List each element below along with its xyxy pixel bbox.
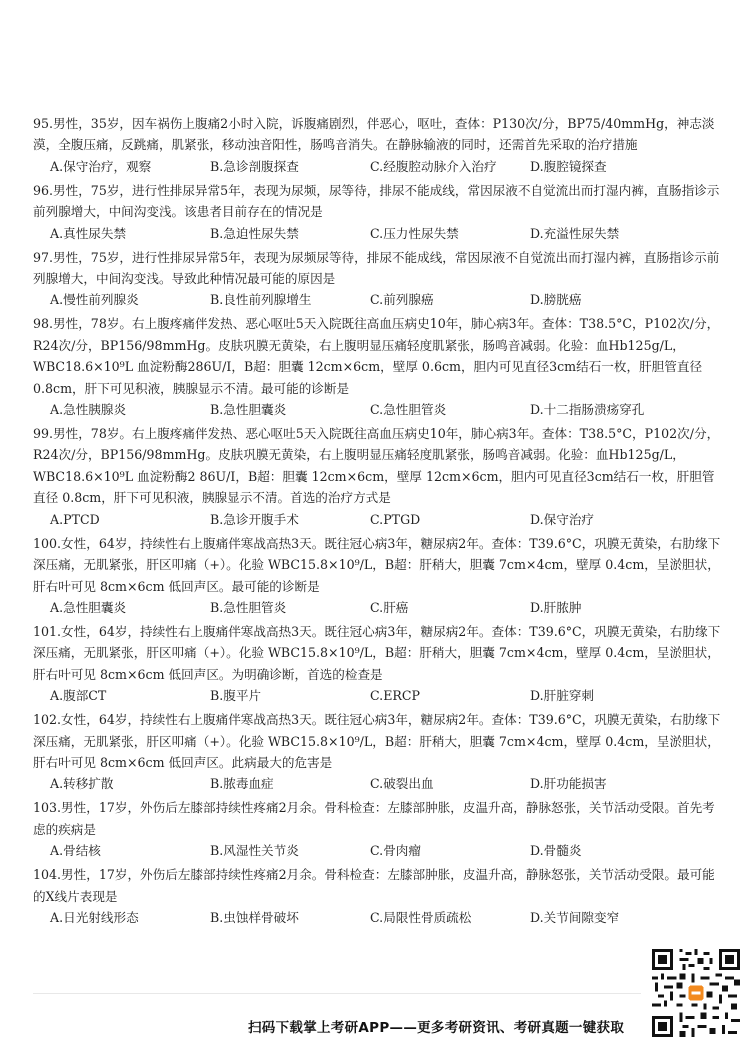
option-c: C.前列腺癌 (370, 292, 434, 308)
question-95 (33, 113, 723, 178)
option-d: D.关节间隙变窄 (530, 909, 620, 925)
question-stem: 97.男性，75岁，进行性排尿异常5年，表现为尿频尿等待，排尿不能成线，常因尿液不自觉流出而打湿内裤，直肠指诊示前列腺增大，中间沟变浅。导致此种情况最可能的原因是 (33, 249, 720, 287)
question-98 (33, 313, 723, 421)
option-c: C.骨肉瘤 (370, 843, 421, 859)
option-row (33, 773, 723, 795)
question-96 (33, 180, 723, 245)
question-102 (33, 709, 723, 795)
option-row (33, 840, 723, 862)
option-a: A.PTCD (50, 511, 100, 527)
option-a: A.保守治疗，观察 (50, 158, 152, 174)
option-d: D.肝脓肿 (530, 599, 582, 615)
footer-promo-text: 扫码下载掌上考研APP——更多考研资讯、考研真题一键获取 (248, 1020, 625, 1036)
option-row (33, 685, 723, 707)
option-d: D.十二指肠溃疡穿孔 (530, 402, 645, 418)
option-d: D.膀胱癌 (530, 292, 582, 308)
option-d: D.保守治疗 (530, 511, 595, 527)
option-b: B.急迫性尿失禁 (210, 225, 299, 241)
option-c: C.PTGD (370, 511, 421, 527)
question-stem: 103.男性，17岁，外伤后左膝部持续性疼痛2月余。骨科检查：左膝部肿胀，皮温升高，静脉怒张，关节活动受限。首先考虑的疾病是 (33, 800, 715, 837)
option-row (33, 156, 723, 178)
option-c: C.压力性尿失禁 (370, 225, 459, 241)
option-a: A.腹部CT (50, 688, 107, 704)
question-100 (33, 533, 723, 619)
question-stem: 99.男性，78岁。右上腹疼痛伴发热、恶心呕吐5天入院既往高血压病史10年，肺心病3年。查体：T38.5°C，P102次/分，R24次/分，BP156/98mmHg。皮肤巩膜无黄染，右上腹明显压痛轻度肌紧张，肠鸣音减弱。化验：血Hb125g/L，WBC18.6×10⁹L 血淀粉酶2 86U/I，B超：胆囊 12cm×6cm，壁厚 12cm×6cm，胆内可见直径3cm结石一枚，肝胆管直径 0.8cm，肝下可见积液，胰腺显示不清。首选的治疗方式是 (33, 426, 720, 506)
option-b: B.急诊剖腹探查 (210, 158, 299, 174)
option-row (33, 399, 723, 421)
option-row (33, 223, 723, 245)
question-list (33, 113, 723, 931)
option-b: B.良性前列腺增生 (210, 292, 312, 308)
question-99 (33, 423, 723, 531)
option-d: D.充溢性尿失禁 (530, 225, 620, 241)
option-c: C.肝癌 (370, 599, 409, 615)
option-b: B.虫蚀样骨破坏 (210, 909, 299, 925)
question-103 (33, 797, 723, 862)
question-104 (33, 864, 723, 929)
question-stem: 101.女性，64岁，持续性右上腹痛伴寒战高热3天。既往冠心病3年，糖尿病2年。查体：T39.6°C，巩膜无黄染，右肋缘下深压痛，无肌紧张，肝区叩痛（+）。化验 WBC15.8×10⁹/L，B超：肝稍大，胆囊 7cm×4cm，壁厚 0.4cm，呈淤胆状，肝右叶可见 8cm×6cm 低回声区。为明确诊断，首选的检查是 (33, 623, 721, 682)
option-d: D.肝功能损害 (530, 776, 607, 792)
option-c: C.急性胆管炎 (370, 402, 447, 418)
option-a: A.骨结核 (50, 843, 101, 859)
option-row (33, 907, 723, 929)
option-b: B.急性胆管炎 (210, 599, 287, 615)
option-a: A.急性胰腺炎 (50, 402, 127, 418)
option-c: C.破裂出血 (370, 776, 434, 792)
question-101 (33, 621, 723, 707)
option-a: A.真性尿失禁 (50, 225, 127, 241)
footer-divider (33, 993, 641, 994)
option-b: B.急诊开腹手术 (210, 511, 299, 527)
option-row (33, 597, 723, 619)
option-a: A.急性胆囊炎 (50, 599, 127, 615)
option-c: C.ERCP (370, 688, 420, 704)
option-d: D.腹腔镜探查 (530, 158, 607, 174)
option-a: A.转移扩散 (50, 776, 114, 792)
option-a: A.日光射线形态 (50, 909, 139, 925)
option-row (33, 289, 723, 311)
question-stem: 98.男性，78岁。右上腹疼痛伴发热、恶心呕吐5天入院既往高血压病史10年，肺心病3年。查体：T38.5°C，P102次/分，R24次/分，BP156/98mmHg。皮肤巩膜无黄染，右上腹明显压痛轻度肌紧张，肠鸣音减弱。化验：血Hb125g/L，WBC18.6×10⁹L 血淀粉酶286U/I，B超：胆囊 12cm×6cm，壁厚 0.6cm，胆内可见直径3cm结石一枚，肝胆管直径 0.8cm，肝下可见积液，胰腺显示不清。最可能的诊断是 (33, 316, 720, 396)
option-a: A.慢性前列腺炎 (50, 292, 139, 308)
option-c: C.经腹腔动脉介入治疗 (370, 158, 497, 174)
qr-code-icon[interactable] (652, 949, 740, 1037)
option-d: D.肝脏穿刺 (530, 688, 595, 704)
question-stem: 104.男性，17岁，外伤后左膝部持续性疼痛2月余。骨科检查：左膝部肿胀，皮温升高，静脉怒张，关节活动受限。最可能的X线片表现是 (33, 867, 715, 904)
option-b: B.风湿性关节炎 (210, 843, 299, 859)
option-d: D.骨髓炎 (530, 843, 582, 859)
question-stem: 102.女性，64岁，持续性右上腹痛伴寒战高热3天。既往冠心病3年，糖尿病2年。查体：T39.6°C，巩膜无黄染，右肋缘下深压痛，无肌紧张，肝区叩痛（+）。化验 WBC15.8×10⁹/L，B超：肝稍大，胆囊 7cm×4cm，壁厚 0.4cm，呈淤胆状，肝右叶可见 8cm×6cm 低回声区。此病最大的危害是 (33, 712, 721, 770)
option-b: B.脓毒血症 (210, 776, 274, 792)
option-c: C.局限性骨质疏松 (370, 909, 472, 925)
question-stem: 96.男性，75岁，进行性排尿异常5年，表现为尿频，尿等待，排尿不能成线，常因尿液不自觉流出而打湿内裤，直肠指诊示前列腺增大，中间沟变浅。该患者目前存在的情况是 (33, 182, 720, 220)
question-stem: 100.女性，64岁，持续性右上腹痛伴寒战高热3天。既往冠心病3年，糖尿病2年。查体：T39.6°C，巩膜无黄染，右肋缘下深压痛，无肌紧张，肝区叩痛（+）。化验 WBC15.8×10⁹/L，B超：肝稍大，胆囊 7cm×4cm，壁厚 0.4cm，呈淤胆状，肝右叶可见 8cm×6cm 低回声区。最可能的诊断是 (33, 535, 721, 594)
option-row (33, 509, 723, 531)
option-b: B.急性胆囊炎 (210, 402, 287, 418)
option-b: B.腹平片 (210, 688, 262, 704)
question-stem: 95.男性，35岁，因车祸伤上腹痛2小时入院，诉腹痛剧烈，伴恶心，呕吐，查体：P130次/分，BP75/40mmHg，神志淡漠，全腹压痛，反跳痛，肌紧张，移动浊音阳性，肠鸣音消失。在静脉输液的同时，还需首先采取的治疗措施 (33, 116, 715, 153)
question-97 (33, 247, 723, 312)
